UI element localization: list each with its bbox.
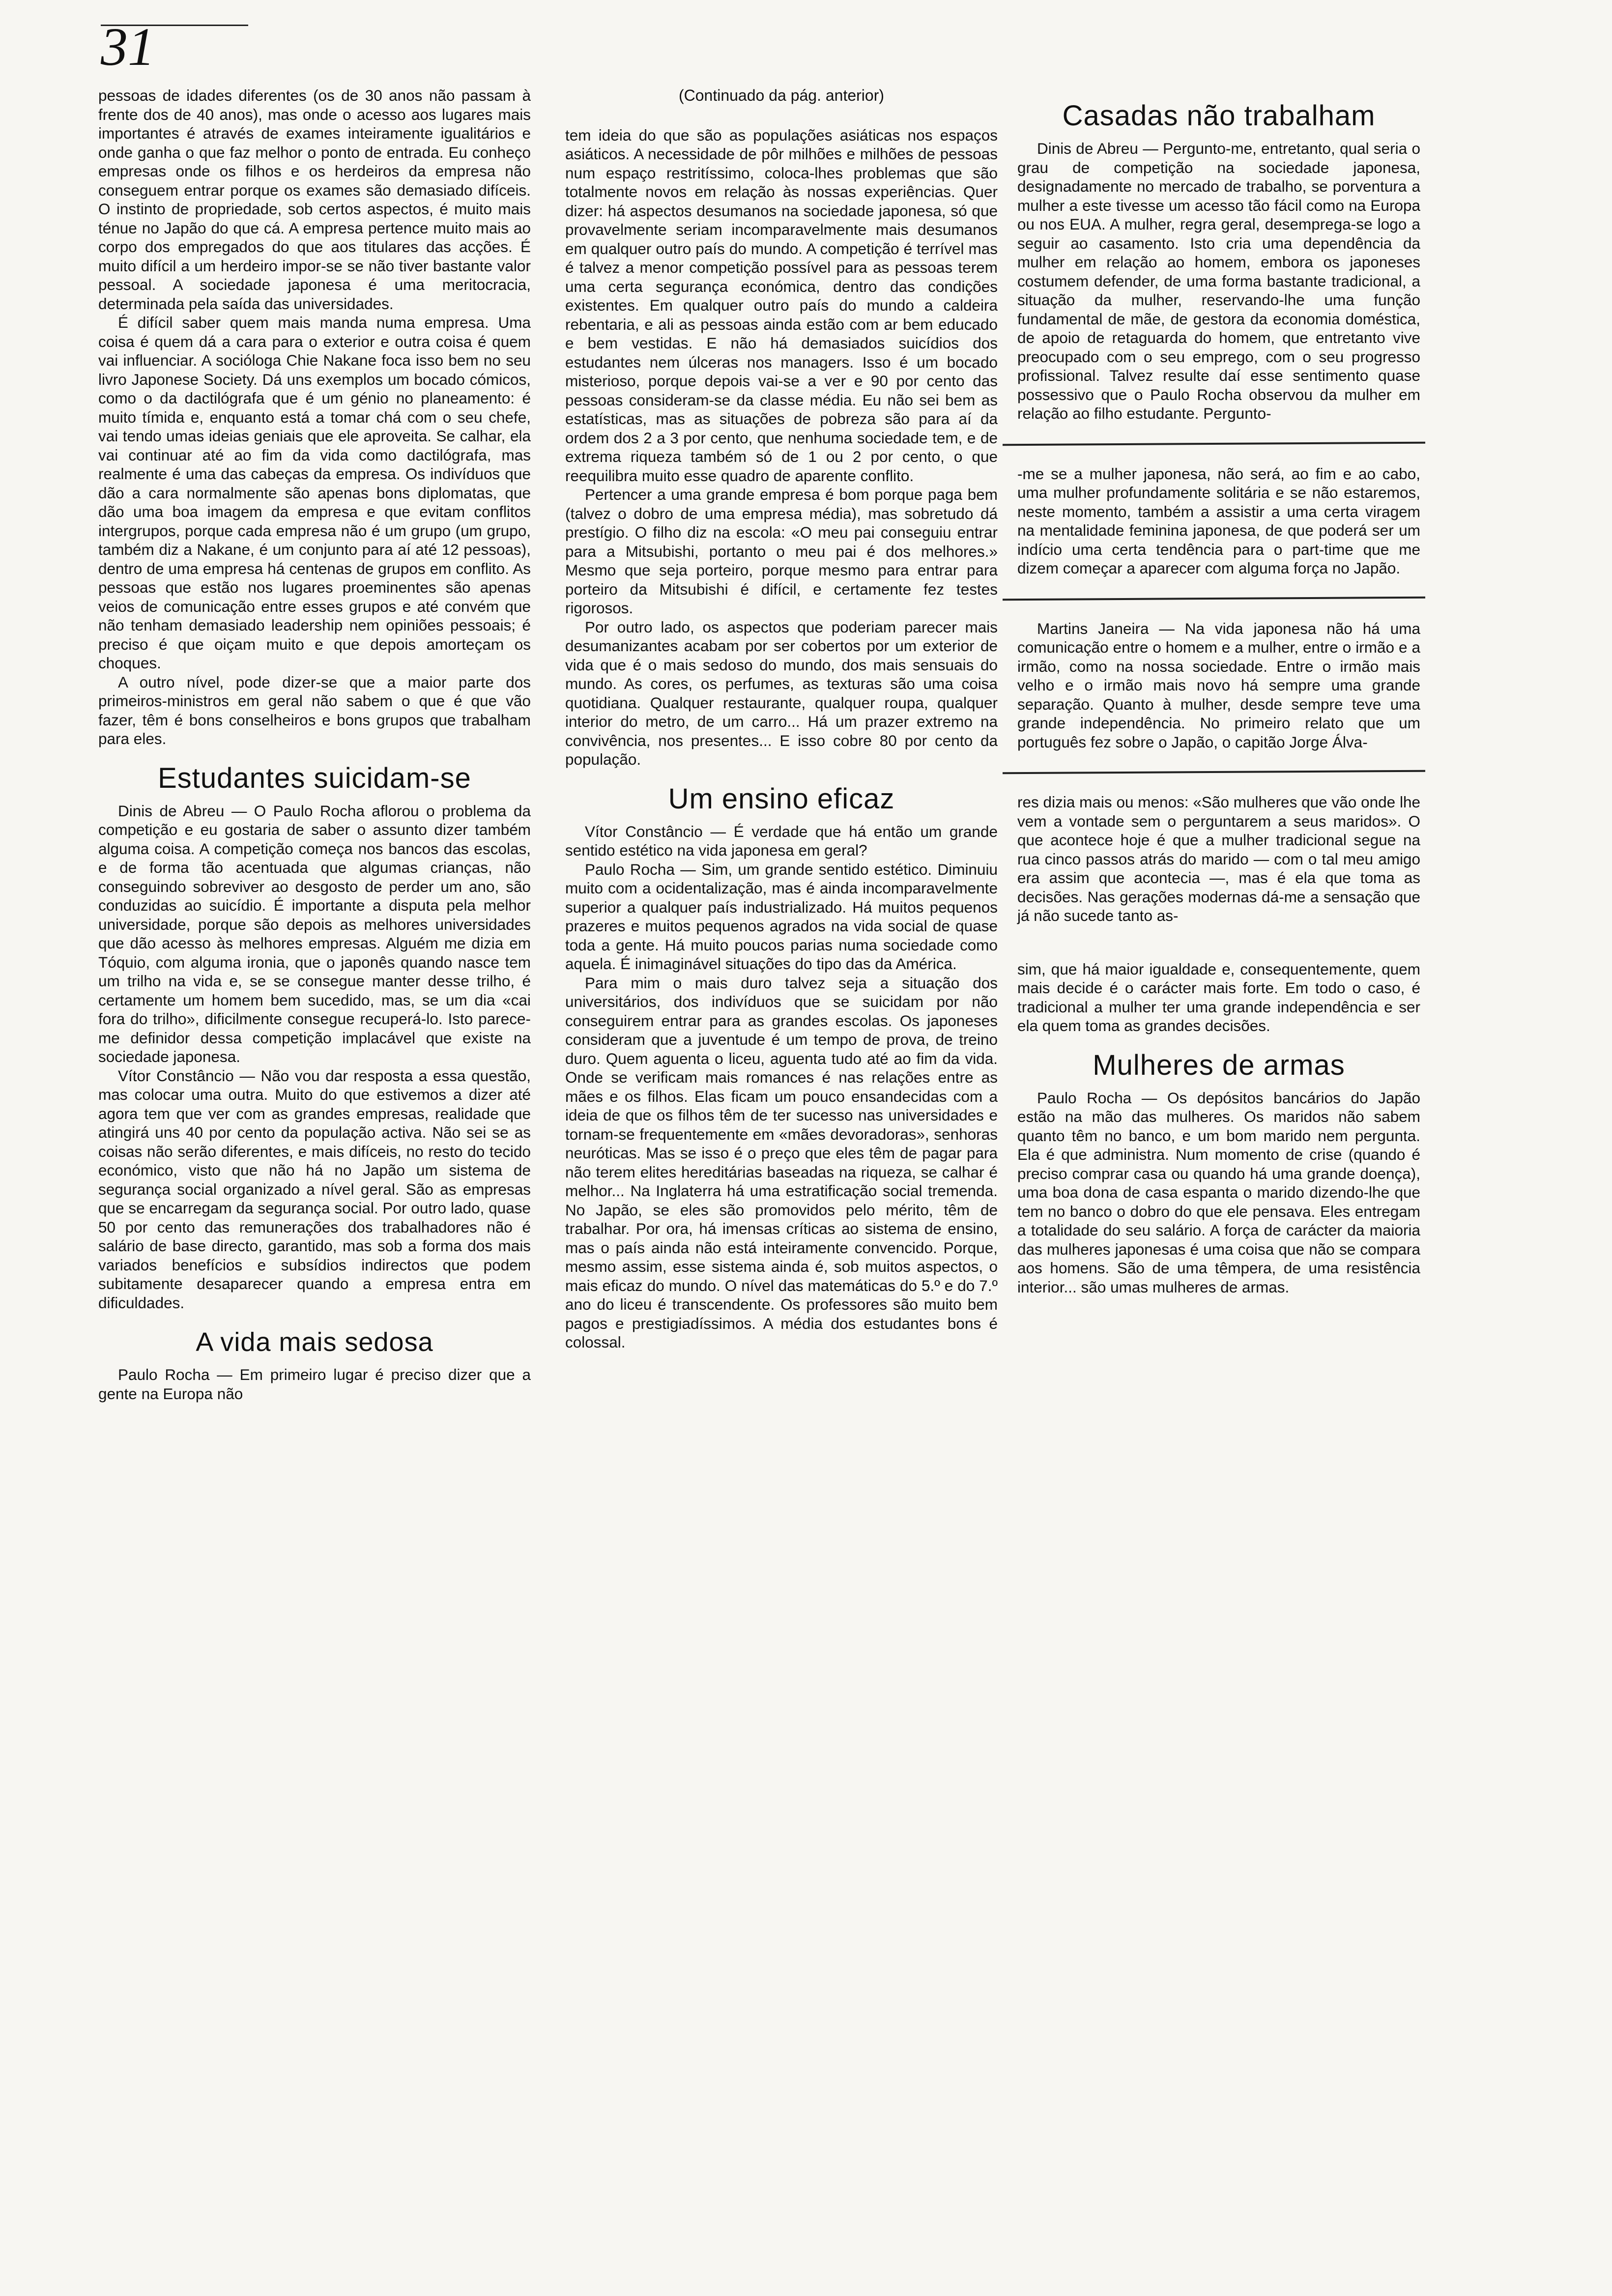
- heading-vida-sedosa: A vida mais sedosa: [196, 1327, 433, 1357]
- heading-estudantes: Estudantes suicidam-se: [158, 762, 471, 794]
- col3-paragraph-6: Paulo Rocha — Os depósitos bancários do Japão estão na mão das mulheres. Os maridos não sabem quanto têm no banco, e um bom marido nem pergunta. Ela é que administra. Num momento de crise (quando é preciso comprar casa ou quando há uma grande doença), uma boa dona de casa espanta o marido dizendo-lhe que tem no banco o dobro do que ele pensava. Eles entregam a totalidade do seu salário. A força de carácter da maioria das mulheres japonesas é uma coisa que não se compara aos homens. São de uma têmpera, de uma resistência interior... são umas mulheres de armas.: [1017, 1089, 1420, 1296]
- heading-casadas: Casadas não trabalham: [1062, 100, 1376, 132]
- column-2: [565, 86, 998, 1352]
- col2-paragraph-2: Pertencer a uma grande empresa é bom porque paga bem (talvez o dobro de uma empresa média), mas sobretudo dá prestígio. O filho diz na escola: «O meu pai conseguiu entrar para a Mitsubishi, portanto o meu pai é dos melhores.» Mesmo que seja porteiro, porque mesmo para entrar para porteiro da Mitsubishi é difícil, e certamente fez testes rigorosos.: [565, 486, 998, 617]
- col3-paragraph-2: -me se a mulher japonesa, não será, ao fim e ao cabo, uma mulher profundamente solitária e se não estaremos, neste momento, também a assistir a uma certa viragem na mentalidade feminina japonesa, de que poderá ser um indício uma certa tendência para o part-time que me dizem começar a aparecer com alguma força no Japão.: [1017, 464, 1420, 577]
- clipping-cut-line: [1003, 770, 1425, 775]
- clipping-cut-line: [1003, 596, 1425, 601]
- heading-ensino-eficaz: Um ensino eficaz: [668, 782, 895, 815]
- col2-paragraph-5: Paulo Rocha — Sim, um grande sentido estético. Diminuiu muito com a ocidentalização, mas é ainda incomparavelmente superior a qualquer país industrializado. Há muitos pequenos prazeres e muitos pequenos agrados na vida social de quase toda a gente. Há muito poucos parias numa sociedade como aquela. É inimaginável situações do tipo das da América.: [565, 860, 998, 973]
- col2-paragraph-1: tem ideia do que são as populações asiáticas nos espaços asiáticos. A necessidade de pôr milhões e milhões de pessoas num espaço restritíssimo, coloca-lhes problemas que são totalmente novos em relação às nossas experiências. Quer dizer: há aspectos desumanos na sociedade japonesa, só que provavelmente seriam incomparavelmente mais desumanos em qualquer outro país do mundo. A competição é terrível mas é talvez a menor competição possível para as pessoas terem uma certa segurança económica, dentro das condições existentes. Em qualquer outro país do mundo a caldeira rebentaria, e ali as pessoas ainda estão com ar bem educado e bem vestidas. E não há demasiados suicídios dos estudantes nem úlceras nos managers. Isso é um bocado misterioso, porque depois vai-se a ver e 90 por cento das pessoas consideram-se da classe média. Eu não sei bem as estatísticas, mas as situações de pobreza são para aí da ordem dos 2 a 3 por cento, que nenhuma sociedade tem, e de extrema riqueza também só de 1 ou 2 por cento, o que reequilibra muito esse quadro de aparente conflito.: [565, 126, 998, 485]
- column-3: [1017, 86, 1420, 1296]
- col1-paragraph-1: pessoas de idades diferentes (os de 30 anos não passam à frente dos de 40 anos), mas onde o acesso aos lugares mais importantes é através de exames inteiramente igualitários e onde ganha o que faz melhor o ponto de entrada. Eu conheço empresas onde os filhos e os herdeiros da empresa não conseguem entrar porque os exames são demasiado difíceis. O instinto de propriedade, sob certos aspectos, é muito mais ténue no Japão do que cá. A empresa pertence muito mais ao corpo dos empregados do que aos titulares das acções. É muito difícil a um herdeiro impor-se se não tiver bastante valor pessoal. A sociedade japonesa é uma meritocracia, determinada pela saída das universidades.: [98, 86, 531, 313]
- col2-paragraph-4: Vítor Constâncio — É verdade que há então um grande sentido estético na vida japonesa em geral?: [565, 822, 998, 859]
- page-number: 31: [101, 17, 155, 77]
- col1-paragraph-6: Paulo Rocha — Em primeiro lugar é preciso dizer que a gente na Europa não: [98, 1366, 531, 1403]
- col2-paragraph-6: Para mim o mais duro talvez seja a situação dos universitários, dos indivíduos que se suicidam por não conseguirem entrar para as grandes escolas. Os japoneses consideram que a juventude é um tempo de prova, de treino duro. Quem aguenta o liceu, aguenta tudo até ao fim da vida. Onde se verificam mais romances é nas relações entre as mães e os filhos. Elas ficam um pouco ensandecidas com a ideia de que os filhos têm de ter sucesso nas universidades e tornam-se frequentemente em «mães devoradoras», senhoras neuróticas. Mas se isso é o preço que eles têm de pagar para não terem elites hereditárias baseadas na riqueza, se calhar é melhor... Na Inglaterra há uma estratificação social tremenda. No Japão, se eles são promovidos pelo mérito, têm de trabalhar. Por ora, há imensas críticas ao sistema de ensino, mas o país ainda não está inteiramente convencido. Porque, mesmo assim, esse sistema ainda é, sob muitos aspectos, o mais eficaz do mundo. O nível das matemáticas do 5.º e do 7.º ano do liceu é transcendente. Os professores são muito bem pagos e prestigiadíssimos. A média dos estudantes bons é colossal.: [565, 974, 998, 1351]
- clipping-gap: [1017, 925, 1420, 960]
- continued-note: (Continuado da pág. anterior): [678, 86, 885, 104]
- col3-paragraph-1: Dinis de Abreu — Pergunto-me, entretanto, qual seria o grau de competição na sociedade japonesa, designadamente no mercado de trabalho, se porventura a mulher a este tivesse um acesso tão fácil como na Europa ou nos EUA. A mulher, regra geral, desemprega-se logo a seguir ao casamento. Isto cria uma dependência da mulher em relação ao homem, embora os japoneses costumem defender, de uma forma bastante tradicional, a situação da mulher, reservando-lhe uma função fundamental de mãe, de gestora da economia doméstica, de apoio de retaguarda do homem, que entretanto vive preocupado com o seu emprego, com o seu progresso profissional. Talvez resulte daí esse sentimento quase possessivo que o Paulo Rocha observou da mulher em relação ao filho estudante. Pergunto-: [1017, 140, 1420, 422]
- col1-paragraph-5: Vítor Constâncio — Não vou dar resposta a essa questão, mas colocar uma outra. Muito do que estivemos a dizer até agora tem que ver com as grandes empresas, realidade que atingirá uns 40 por cento da população activa. Não sei se as coisas não serão diferentes, e mais difíceis, no resto do tecido económico, visto que não há no Japão um sistema de segurança social organizado a nível geral. São as empresas que se encarregam da segurança social. Por outro lado, quase 50 por cento das remunerações dos trabalhadores não é salário de base directo, garantido, mas sob a forma dos mais variados benefícios e subsídios indirectos que podem subitamente desaparecer quando a empresa entra em dificuldades.: [98, 1066, 531, 1312]
- col3-paragraph-3: Martins Janeira — Na vida japonesa não há uma comunicação entre o homem e a mulher, entre o irmão e a irmão, como na nossa sociedade. Entre o irmão mais velho e o irmão mais novo há sempre uma grande separação. Quanto à mulher, desde sempre teve uma grande independência. No primeiro relato que um português fez sobre o Japão, o capitão Jorge Álva-: [1017, 619, 1420, 751]
- col1-paragraph-4: Dinis de Abreu — O Paulo Rocha aflorou o problema da competição e eu gostaria de saber o assunto dizer também alguma coisa. A competição começa nos bancos das escolas, e de forma tão acentuada que algumas crianças, não conseguindo sobreviver ao desgosto de perder um ano, são conduzidas ao suicídio. É importante a disputa pela melhor universidade, porque são depois as melhores universidades que dão acesso às melhores empresas. Alguém me dizia em Tóquio, com alguma ironia, que o japonês quando nasce tem um trilho na vida e, se se consegue manter desse trilho, é certamente um homem bem sucedido, mas, se um dia «cai fora do trilho», dificilmente consegue recuperá-lo. Isto parece-me definidor dessa competição implacável que existe na sociedade japonesa.: [98, 802, 531, 1065]
- heading-mulheres-armas: Mulheres de armas: [1093, 1049, 1345, 1081]
- col3-paragraph-4: res dizia mais ou menos: «São mulheres que vão onde lhe vem a vontade sem o perguntarem a seus maridos». O que acontece hoje é que a mulher tradicional segue na rua cinco passos atrás do marido — com o tal meu amigo era assim que acontecia —, mas é ela que toma as decisões. Nas gerações modernas dá-me a sensação que já não sucede tanto as-: [1017, 793, 1420, 924]
- col2-paragraph-3: Por outro lado, os aspectos que poderiam parecer mais desumanizantes acabam por ser cobertos por um exterior de vida que é o mais sedoso do mundo, dos mais sensuais do mundo. As cores, os perfumes, as texturas são uma coisa quotidiana. Qualquer restaurante, qualquer roupa, qualquer interior do metro, de um carro... Há um prazer extremo na convivência, nos presentes... E isso cobre 80 por cento da população.: [565, 618, 998, 768]
- column-1: [98, 86, 531, 1403]
- col1-paragraph-2: É difícil saber quem mais manda numa empresa. Uma coisa é quem dá a cara para o exterior e outra coisa é quem vai influenciar. A socióloga Chie Nakane foca isso bem no seu livro Japonese Society. Dá uns exemplos um bocado cómicos, como o da dactilógrafa que é um génio no planeamento: é muito tímida e, enquanto está a tomar chá com o seu chefe, vai tendo umas ideias geniais que ele aproveita. Se calhar, ela vai continuar até ao fim da vida como dactilógrafa, mas realmente é uma das cabeças da empresa. Os indivíduos que dão a cara normalmente são apenas bons diplomatas, que dão uma boa imagem da empresa e que evitam conflitos intergrupos, porque cada empresa não é um grupo (um grupo, também diz a Nakane, é um conjunto para aí até 12 pessoas), dentro de uma empresa há centenas de grupos em conflito. As pessoas que estão nos lugares proeminentes são apenas veios de comunicação entre esses grupos e até convém que não tenham demasiado leadership nem opiniões pessoais; é preciso é que oiçam muito e que depois amorteçam os choques.: [98, 314, 531, 672]
- col1-paragraph-3: A outro nível, pode dizer-se que a maior parte dos primeiros-ministros em geral não sabem o que é que vão fazer, têm é bons conselheiros e bons grupos que trabalham para eles.: [98, 673, 531, 747]
- col3-paragraph-5: sim, que há maior igualdade e, consequentemente, quem mais decide é o carácter mais forte. Em todo o caso, é tradicional a mulher ter uma grande independência e ser ela quem toma as grandes decisões.: [1017, 960, 1420, 1034]
- clipping-cut-line: [1003, 441, 1425, 446]
